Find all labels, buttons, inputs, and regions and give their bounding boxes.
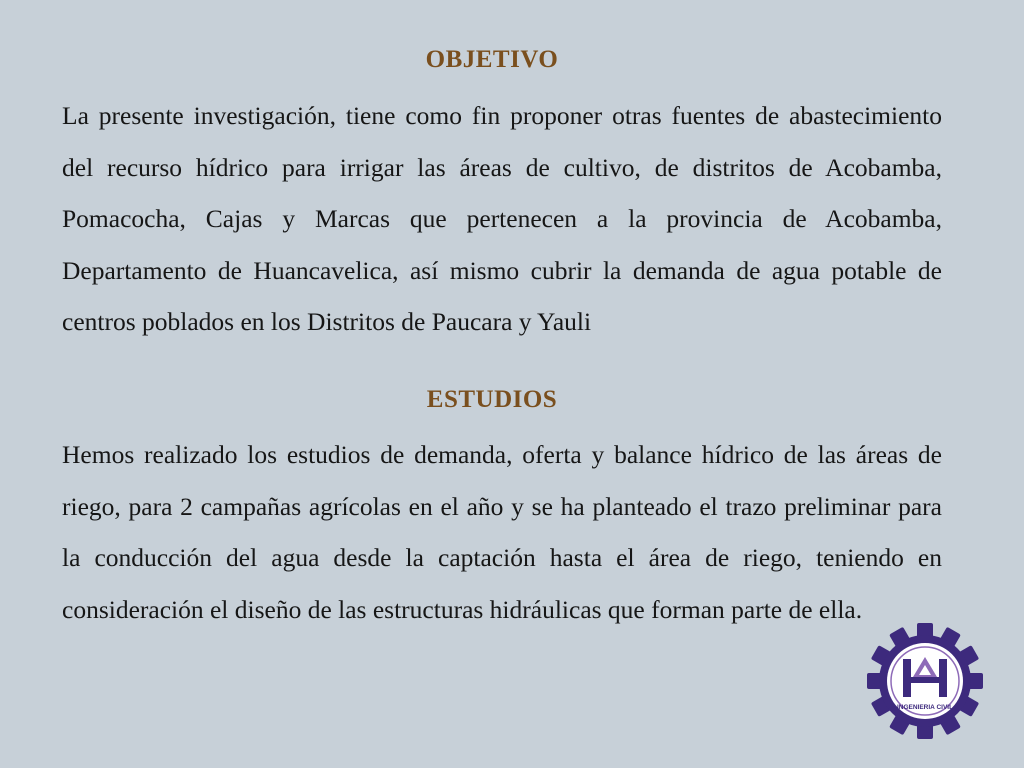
estudios-paragraph: Hemos realizado los estudios de demanda, oferta y balance hídrico de las áreas de riego, para 2 campañas agrícolas en el año y se ha planteado el trazo preliminar para la conducción del agua desde la captación hasta el área de riego, teniendo en consideración el diseño de las estructuras hidráulicas que forman parte de ella. — [62, 440, 942, 624]
gear-logo-svg — [866, 622, 984, 740]
civil-engineering-gear-logo-icon — [866, 622, 984, 740]
logo-text: INGENIERIA CIVIL — [896, 704, 954, 711]
objetivo-heading: OBJETIVO — [425, 46, 559, 73]
estudios-heading: ESTUDIOS — [426, 386, 558, 413]
objetivo-paragraph: La presente investigación, tiene como fin proponer otras fuentes de abastecimiento del recurso hídrico para irrigar las áreas de cultivo, de distritos de Acobamba, Pomacocha, Cajas y Marcas que pertenecen a la provincia de Acobamba, Departamento de Huancavelica, así mismo cubrir la demanda de agua potable de centros poblados en los Distritos de Paucara y Yauli — [62, 101, 942, 336]
